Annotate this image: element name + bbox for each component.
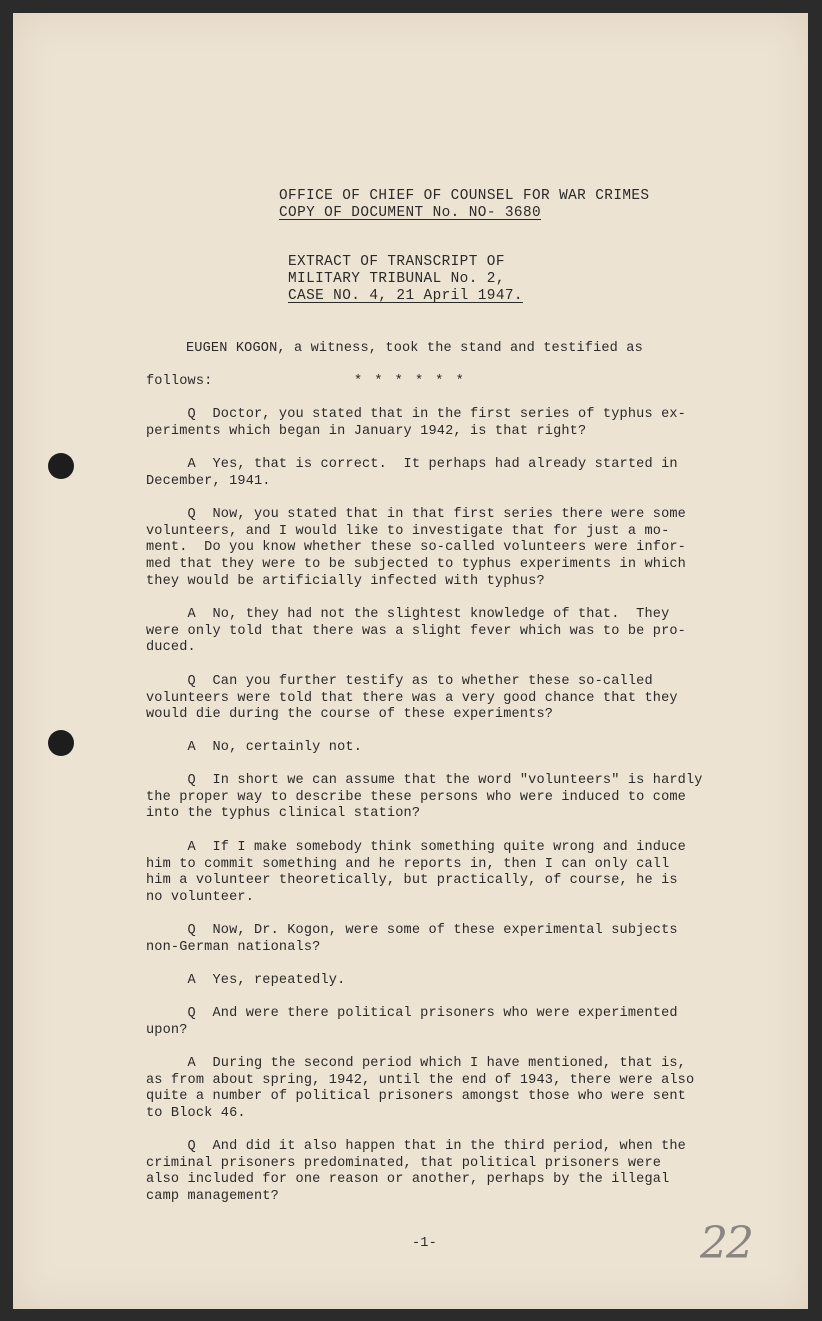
punch-hole-top — [48, 453, 74, 479]
text-line: med that they were to be subjected to typhus experiments in which — [146, 557, 686, 573]
paragraph — [146, 740, 706, 757]
paragraph — [146, 1056, 706, 1123]
paragraph — [146, 607, 706, 657]
text-line: also included for one reason or another, perhaps by the illegal — [146, 1172, 670, 1188]
paragraph — [146, 923, 706, 956]
page-number: -1- — [412, 1236, 437, 1251]
paragraph — [146, 457, 706, 490]
text-line: no volunteer. — [146, 890, 254, 906]
text-line: were only told that there was a slight fever which was to be pro- — [146, 623, 686, 639]
text-line: as from about spring, 1942, until the end of 1943, there were also — [146, 1072, 695, 1088]
text-line: A Yes, that is correct. It perhaps had already started in — [146, 457, 678, 472]
text-line: Q In short we can assume that the word "volunteers" is hardly — [146, 773, 703, 788]
text-line: they would be artificially infected with typhus? — [146, 573, 545, 589]
paragraph — [146, 840, 706, 907]
extract-line-2: MILITARY TRIBUNAL No. 2, — [288, 271, 505, 287]
text-line: December, 1941. — [146, 473, 271, 489]
text-line: A No, certainly not. — [146, 740, 362, 755]
paragraph — [146, 407, 706, 440]
stars-separator: * * * * * * — [354, 374, 466, 389]
text-line: Q Now, you stated that in that first series there were some — [146, 507, 686, 522]
text-line: Q And did it also happen that in the third period, when the — [146, 1139, 686, 1154]
text-line: quite a number of political prisoners amongst those who were sent — [146, 1089, 686, 1105]
text-line: non-German nationals? — [146, 939, 321, 955]
text-line: Q Can you further testify as to whether these so-called — [146, 674, 653, 689]
text-line: ment. Do you know whether these so-called volunteers were infor- — [146, 540, 686, 556]
text-line: the proper way to describe these persons who were induced to come — [146, 789, 686, 805]
text-line: into the typhus clinical station? — [146, 806, 421, 822]
paragraph — [146, 1139, 706, 1206]
text-line: camp management? — [146, 1189, 279, 1205]
text-line: would die during the course of these experiments? — [146, 707, 554, 723]
text-line: A If I make somebody think something quite wrong and induce — [146, 840, 686, 855]
text-line: volunteers were told that there was a very good chance that they — [146, 690, 678, 706]
text-line: him to commit something and he reports in, then I can only call — [146, 856, 670, 872]
extract-line-3: CASE NO. 4, 21 April 1947. — [288, 288, 523, 304]
text-line: Q Now, Dr. Kogon, were some of these experimental subjects — [146, 923, 678, 938]
paragraph — [146, 973, 706, 990]
punch-hole-bottom — [48, 730, 74, 756]
text-line: A During the second period which I have mentioned, that is, — [146, 1056, 686, 1071]
text-line: upon? — [146, 1022, 188, 1038]
text-line: A No, they had not the slightest knowledge of that. They — [146, 607, 670, 622]
document-number: COPY OF DOCUMENT No. NO- 3680 — [279, 205, 542, 221]
text-line: duced. — [146, 640, 196, 656]
extract-line-1: EXTRACT OF TRANSCRIPT OF — [288, 254, 505, 270]
text-line: to Block 46. — [146, 1106, 246, 1122]
office-title: OFFICE OF CHIEF OF COUNSEL FOR WAR CRIMES — [279, 188, 650, 204]
paragraph — [146, 1006, 706, 1039]
text-line: criminal prisoners predominated, that political prisoners were — [146, 1155, 662, 1171]
text-line: Q And were there political prisoners who were experimented — [146, 1006, 678, 1021]
text-line: periments which began in January 1942, is that right? — [146, 423, 587, 439]
text-line: A Yes, repeatedly. — [146, 973, 346, 988]
paragraph — [146, 674, 706, 724]
text-line: him a volunteer theoretically, but practically, of course, he is — [146, 873, 678, 889]
handwritten-page-number: 22 — [700, 1218, 752, 1269]
intro-line: EUGEN KOGON, a witness, took the stand and testified as — [186, 341, 643, 356]
text-line: volunteers, and I would like to investigate that for just a mo- — [146, 523, 670, 539]
text-line: Q Doctor, you stated that in the first series of typhus ex- — [146, 407, 686, 422]
paragraph — [146, 507, 706, 591]
intro-follows: follows: — [146, 374, 213, 389]
paragraph — [146, 773, 706, 823]
